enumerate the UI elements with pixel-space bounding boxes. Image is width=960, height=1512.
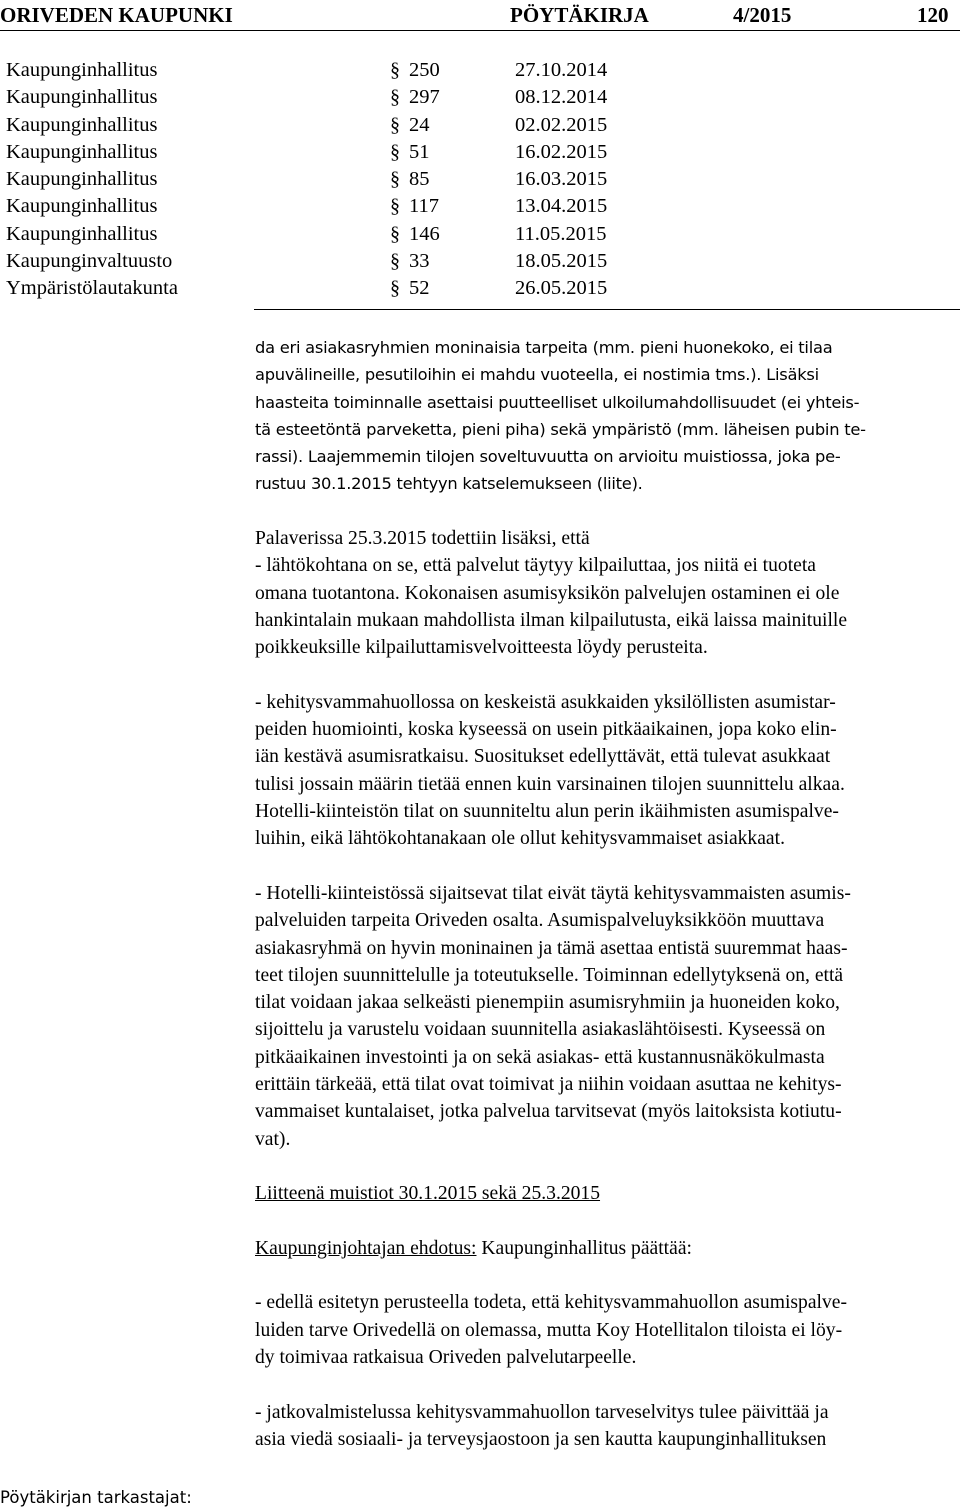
organization-name: ORIVEDEN KAUPUNKI (0, 3, 233, 27)
decision-item-1 (255, 1289, 955, 1371)
page-header (0, 0, 960, 31)
text-line: asiakasryhmä on hyvin moninainen ja tämä asettaa entistä suuremmat haas- (255, 937, 848, 959)
history-date: 13.04.2015 (515, 195, 608, 218)
history-date: 02.02.2015 (515, 113, 608, 136)
text-line: sijoittelu ja varustelu voidaan suunnitella asiakaslähtöisesti. Kyseessä on (255, 1019, 826, 1041)
text-line: tä esteetöntä parveketta, pieni piha) sekä ympäristö (mm. läheisen pubin te- (255, 419, 866, 439)
text-line: iän kestävä asumisratkaisu. Suositukset edellyttävät, että tulevat asukkaat (255, 746, 831, 768)
text-line: rassi). Laajemmemin tilojen soveltuvuutta on arvioitu muistiossa, joka pe- (255, 447, 841, 467)
text-line: erittäin tärkeää, että tilat ovat toimivat ja niihin voidaan asuttaa ne kehitys- (255, 1074, 842, 1096)
text-line: - kehitysvammahuollossa on keskeistä asukkaiden yksilöllisten asumistar- (255, 691, 836, 713)
paragraph-individual-needs (255, 689, 955, 853)
history-row (6, 248, 706, 275)
text-line: teet tilojen suunnittelulle ja toteutukselle. Toiminnan edellytyksenä on, että (255, 964, 844, 986)
paragraph-procurement (255, 552, 955, 661)
text-line: poikkeuksille kilpailuttamisvelvoitteesta löydy perusteita. (255, 637, 708, 659)
history-date: 08.12.2014 (515, 86, 608, 109)
proposal-label: Kaupunginjohtajan ehdotus: (255, 1237, 477, 1259)
history-row (6, 139, 706, 166)
section-sign: § (390, 140, 400, 163)
text-line: pitkäaikainen investointi ja on sekä asiakas- että kustannusnäkökulmasta (255, 1046, 825, 1068)
history-number: 85 (409, 168, 430, 191)
text-line: - jatkovalmistelussa kehitysvammahuollon tarveselvitys tulee päivittää ja (255, 1401, 829, 1423)
paragraph-hotel-premises (255, 880, 955, 1153)
section-sign: § (390, 59, 400, 81)
text-line: apuvälineille, pesutiloihin ei mahdu vuoteella, ei nostimia tms.). Lisäksi (255, 365, 819, 385)
section-sign: § (390, 222, 400, 245)
paragraph-premises (255, 334, 955, 498)
text-line: vammaiset kuntalaiset, jotka palvelua tarvitsevat (myös laitoksista kotiutu- (255, 1101, 842, 1123)
document-body (255, 334, 955, 1453)
text-line: palveluiden tarpeita Oriveden osalta. Asumispalveluyksikköön muuttava (255, 910, 825, 932)
history-row (6, 193, 706, 220)
text-line: Hotelli-kiinteistön tilat on suunniteltu alun perin ikäihmisten asumispalve- (255, 801, 839, 823)
history-body: Kaupunginvaltuusto (6, 250, 173, 273)
history-row (6, 57, 706, 84)
history-row (6, 221, 706, 248)
history-row (6, 84, 706, 111)
history-body: Kaupunginhallitus (6, 168, 158, 191)
text-fragment: Kokonaisen asumisyksikön palvelujen ostaminen ei ole (404, 582, 840, 604)
history-row (6, 275, 706, 302)
processing-history (6, 57, 706, 303)
text-line: rustuu 30.1.2015 tehtyyn katselemukseen (liite). (255, 474, 643, 494)
history-row (6, 166, 706, 193)
section-sign: § (390, 250, 400, 273)
text-line (255, 580, 955, 607)
section-sign: § (390, 277, 400, 300)
text-line: dy toimivaa ratkaisua Oriveden palvelutarpeelle. (255, 1346, 637, 1368)
document-type: PÖYTÄKIRJA (510, 3, 649, 27)
text-line: tilat voidaan jakaa selkeästi pienempiin asumisryhmiin ja huoneiden koko, (255, 992, 840, 1014)
text-fragment: omana tuotantona. (255, 582, 400, 604)
history-date: 16.02.2015 (515, 140, 608, 163)
history-body: Kaupunginhallitus (6, 195, 158, 218)
text-line: da eri asiakasryhmien moninaisia tarpeita (mm. pieni huonekoko, ei tilaa (255, 338, 833, 357)
history-number: 33 (409, 250, 430, 273)
text-line: haasteita toiminnalle asettaisi puutteelliset ulkoilumahdollisuudet (ei yhteis- (255, 392, 860, 412)
section-divider (254, 309, 960, 310)
section-sign: § (390, 168, 400, 191)
history-number: 52 (409, 277, 430, 300)
history-number: 146 (409, 222, 440, 245)
inspectors-label: Pöytäkirjan tarkastajat: (0, 1488, 192, 1507)
history-body: Kaupunginhallitus (6, 113, 158, 136)
page-number: 120 (917, 3, 949, 27)
meeting-note: Palaverissa 25.3.2015 todettiin lisäksi, että (255, 528, 590, 550)
text-line: peiden huomiointi, koska kyseessä on usein pitkäaikainen, jopa koko elin- (255, 719, 837, 741)
history-number: 117 (409, 195, 439, 218)
history-number: 51 (409, 140, 430, 163)
text-line: asia viedä sosiaali- ja terveysjaostoon ja sen kautta kaupunginhallituksen (255, 1428, 827, 1450)
history-date: 16.03.2015 (515, 168, 608, 191)
history-number: 24 (409, 113, 430, 136)
text-line: vat). (255, 1128, 291, 1150)
text-line: - lähtökohtana on se, että palvelut täytyy kilpailuttaa, jos niitä ei tuoteta (255, 555, 816, 577)
history-date: 26.05.2015 (515, 277, 608, 300)
history-body: Kaupunginhallitus (6, 59, 158, 81)
document-number: 4/2015 (733, 3, 792, 27)
text-line: luiden tarve Orivedellä on olemassa, mutta Koy Hotellitalon tiloista ei löy- (255, 1319, 843, 1341)
history-date: 18.05.2015 (515, 250, 608, 273)
text-line: - Hotelli-kiinteistössä sijaitsevat tilat eivät täytä kehitysvammaisten asumis- (255, 882, 851, 904)
history-body: Kaupunginhallitus (6, 222, 158, 245)
section-sign: § (390, 113, 400, 136)
history-number: 250 (409, 59, 440, 81)
history-number: 297 (409, 86, 440, 109)
text-line: hankintalain mukaan mahdollista ilman kilpailutusta, eikä laissa mainituille (255, 609, 848, 631)
section-sign: § (390, 86, 400, 109)
history-date: 27.10.2014 (515, 59, 608, 81)
text-line: luihin, eikä lähtökohtanakaan ole ollut kehitysvammaiset asiakkaat. (255, 828, 785, 850)
proposal-text: Kaupunginhallitus päättää: (476, 1237, 692, 1259)
text-line: tulisi jossain määrin tietää ennen kuin varsinainen tilojen suunnittelu alkaa. (255, 773, 845, 795)
text-line: - edellä esitetyn perusteella todeta, että kehitysvammahuollon asumispalve- (255, 1292, 847, 1314)
proposal-heading (255, 1235, 955, 1262)
attachments-link[interactable]: Liitteenä muistiot 30.1.2015 sekä 25.3.2015 (255, 1183, 601, 1205)
section-sign: § (390, 195, 400, 218)
history-body: Kaupunginhallitus (6, 140, 158, 163)
history-body: Kaupunginhallitus (6, 86, 158, 109)
history-date: 11.05.2015 (515, 222, 607, 245)
history-row (6, 112, 706, 139)
decision-item-2 (255, 1399, 955, 1454)
history-body: Ympäristölautakunta (6, 277, 178, 300)
